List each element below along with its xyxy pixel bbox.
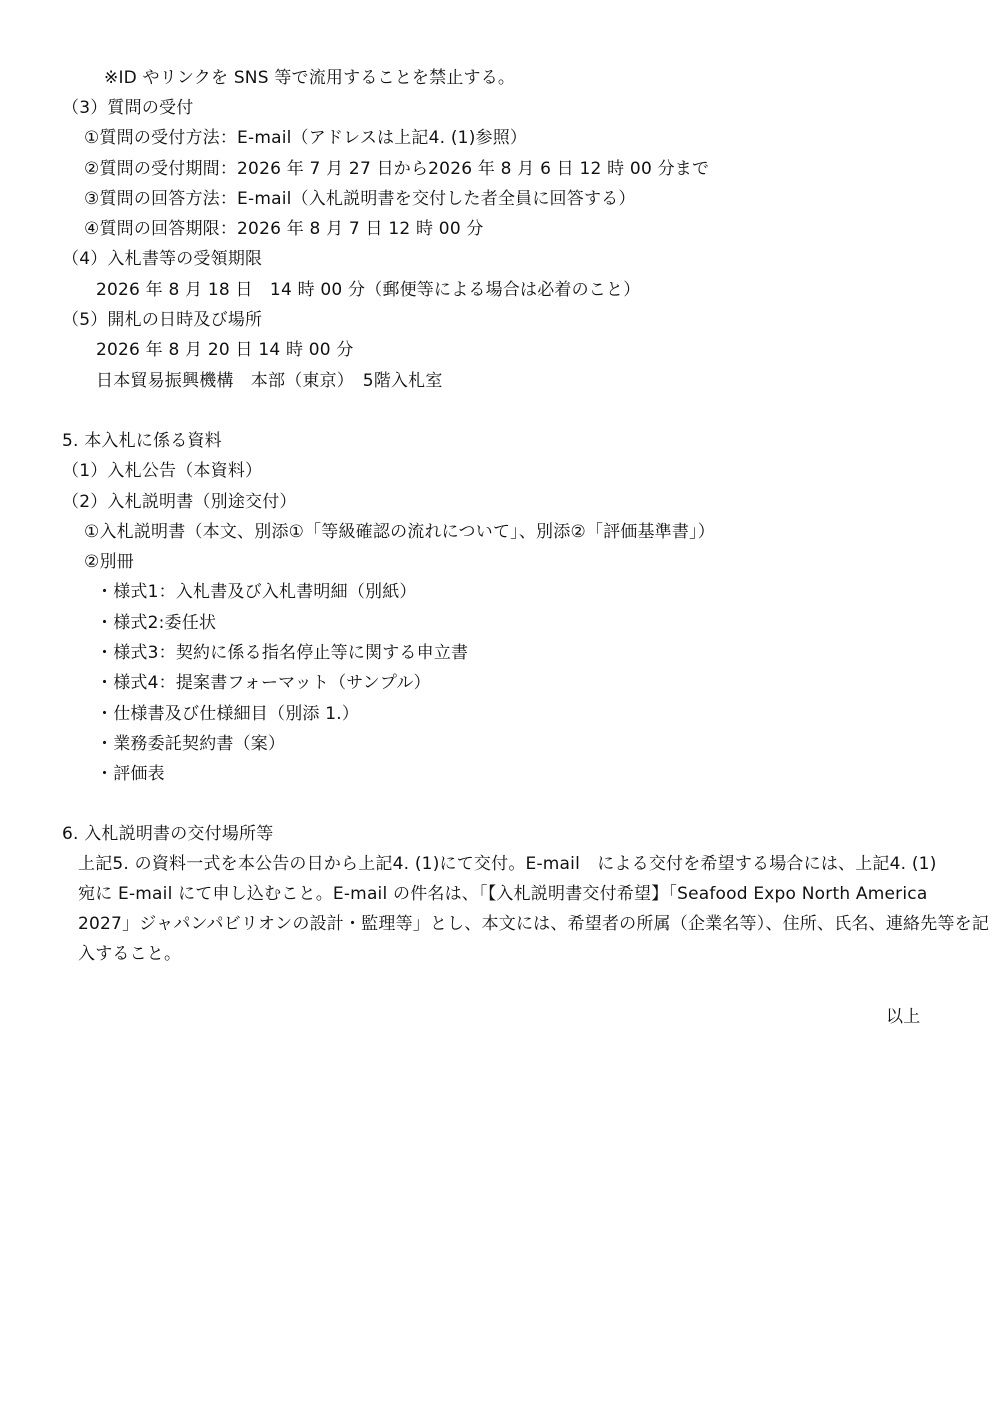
section5-item-1: （1）入札公告（本資料） bbox=[62, 461, 263, 481]
q3-item-period: ②質問の受付期間：2026 年 7 月 27 日から2026 年 8 月 6 日 12 時 00 分まで bbox=[84, 159, 710, 179]
q4-heading: （4）入札書等の受領期限 bbox=[62, 249, 263, 269]
bullet-spec: ・仕様書及び仕様細目（別添 1.） bbox=[96, 704, 360, 724]
bullet-form4: ・様式4：提案書フォーマット（サンプル） bbox=[96, 673, 431, 693]
note-text: ※ID やリンクを SNS 等で流用することを禁止する。 bbox=[104, 68, 516, 88]
q3-heading: （3）質問の受付 bbox=[62, 98, 194, 118]
section5-item-2: （2）入札説明書（別途交付） bbox=[62, 492, 297, 512]
q4-deadline: 2026 年 8 月 18 日 14 時 00 分（郵便等による場合は必着のこと） bbox=[96, 280, 641, 300]
q3-item-answer-deadline: ④質問の回答期限：2026 年 8 月 7 日 12 時 00 分 bbox=[84, 219, 484, 239]
section6-line-3: 2027」ジャパンパビリオンの設計・監理等」とし、本文には、希望者の所属（企業名等）、住所、氏名、連絡先等を記 bbox=[78, 914, 990, 934]
bullet-form3: ・様式3：契約に係る指名停止等に関する申立書 bbox=[96, 643, 469, 663]
q5-place: 日本貿易振興機構 本部（東京） 5階入札室 bbox=[96, 371, 443, 391]
section6-heading: 6. 入札説明書の交付場所等 bbox=[62, 824, 274, 844]
bullet-form2: ・様式2:委任状 bbox=[96, 613, 217, 633]
section5-sub-2: ②別冊 bbox=[84, 552, 134, 572]
section6-body bbox=[78, 849, 990, 969]
section6-line-2: 宛に E-mail にて申し込むこと。E-mail の件名は、「【入札説明書交付希望】「Seafood Expo North America bbox=[78, 884, 928, 904]
section5-heading: 5. 本入札に係る資料 bbox=[62, 431, 222, 451]
bullet-form1: ・様式1：入札書及び入札書明細（別紙） bbox=[96, 582, 417, 602]
q5-heading: （5）開札の日時及び場所 bbox=[62, 310, 263, 330]
section6-line-4: 入すること。 bbox=[78, 944, 182, 964]
bullet-evaluation: ・評価表 bbox=[96, 764, 165, 784]
q3-item-method: ①質問の受付方法：E-mail（アドレスは上記4. (1)参照） bbox=[84, 128, 528, 148]
bullet-contract: ・業務委託契約書（案） bbox=[96, 734, 286, 754]
q3-item-answer-method: ③質問の回答方法：E-mail（入札説明書を交付した者全員に回答する） bbox=[84, 189, 636, 209]
closing-text: 以上 bbox=[886, 1007, 921, 1027]
section5-sub-1: ①入札説明書（本文、別添①「等級確認の流れについて」、別添②「評価基準書」） bbox=[84, 522, 715, 542]
section6-line-1: 上記5. の資料一式を本公告の日から上記4. (1)にて交付。E-mail による交付を希望する場合には、上記4. (1) bbox=[78, 854, 937, 874]
q5-datetime: 2026 年 8 月 20 日 14 時 00 分 bbox=[96, 340, 354, 360]
